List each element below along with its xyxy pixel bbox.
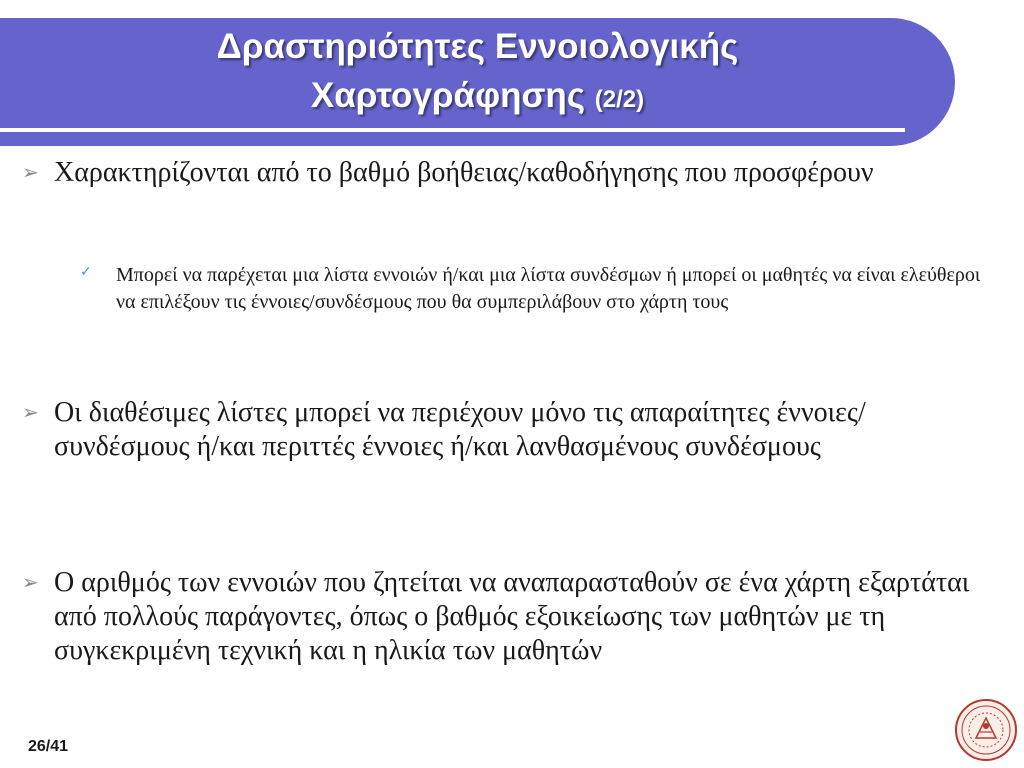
- arrowhead-bullet-icon: ➢: [22, 160, 39, 184]
- sub-bullet-text: Μπορεί να παρέχεται μια λίστα εννοιών ή/και μια λίστα συνδέσμων ή μπορεί οι μαθητές να είναι ελεύθεροι να επιλέξουν τις έννοιες/συνδέσμους που θα συμπεριλάβουν στο χάρτη τους: [116, 264, 981, 313]
- title-line-2: [0, 71, 955, 124]
- title-page-suffix: (2/2): [594, 86, 645, 113]
- arrowhead-bullet-icon: ➢: [22, 400, 39, 424]
- bullet-text: Οι διαθέσιμες λίστες μπορεί να περιέχουν μόνο τις απαραίτητες έννοιες/συνδέσμους ή/και περιττές έννοιες ή/και λανθασμένους συνδέσμους: [54, 397, 866, 462]
- arrowhead-bullet-icon: ➢: [22, 570, 39, 594]
- title-line-1: Δραστηριότητες Εννοιολογικής: [216, 27, 739, 66]
- bullet-text: Χαρακτηρίζονται από το βαθμό βοήθειας/καθοδήγησης που προσφέρουν: [54, 157, 874, 188]
- title-underline: [0, 128, 905, 132]
- university-seal-logo: [954, 698, 1018, 762]
- checkmark-icon: ✓: [80, 264, 92, 280]
- slide-title: [0, 22, 955, 124]
- title-line-2-main: Χαρτογράφησης: [310, 76, 586, 115]
- page-number: 26/41: [28, 738, 69, 755]
- bullet-text: Ο αριθμός των εννοιών που ζητείται να αναπαρασταθούν σε ένα χάρτη εξαρτάται από πολλούς παράγοντες, όπως ο βαθμός εξοικείωσης των μαθητών με τη συγκεκριμένη τεχνική και η ηλικία των μαθητών: [54, 567, 970, 666]
